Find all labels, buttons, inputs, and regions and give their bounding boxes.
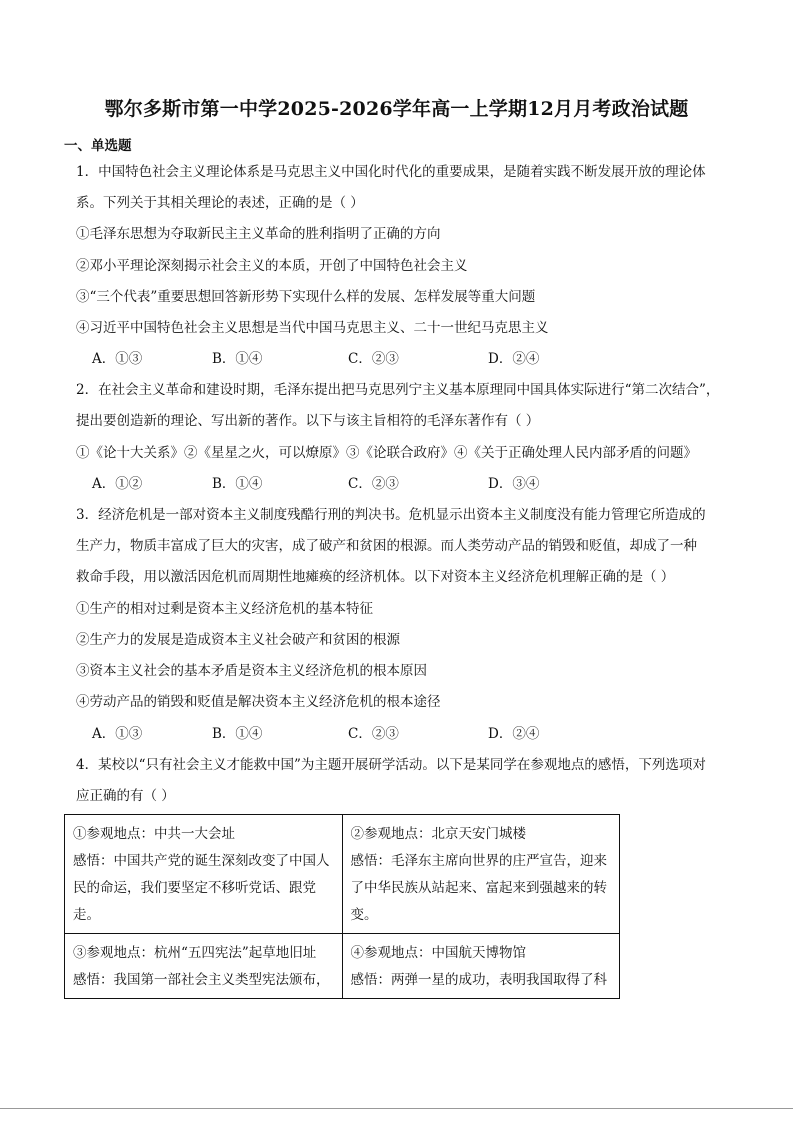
table-row xyxy=(65,815,620,934)
q2-option-a[interactable]: A．①② xyxy=(92,476,143,492)
cell-feeling: 感悟：毛泽东主席向世界的庄严宣告，迎来了中华民族从站起来、富起来到强越来的转变。 xyxy=(350,853,607,923)
q1-statement-3: ③“三个代表”重要思想回答新形势下实现什么样的发展、怎样发展等重大问题 xyxy=(76,289,536,305)
q1-options xyxy=(92,349,652,369)
table-row xyxy=(65,934,620,999)
table-cell-1 xyxy=(65,815,343,934)
q4-stem-line1: 4．某校以“只有社会主义才能救中国”为主题开展研学活动。以下是某同学在参观地点的感悟，下列选项对 xyxy=(76,757,706,773)
q1-statement-1: ①毛泽东思想为夺取新民主主义革命的胜利指明了正确的方向 xyxy=(76,226,441,242)
q2-option-d[interactable]: D．③④ xyxy=(488,476,540,492)
cell-place: ④参观地点：中国航天博物馆 xyxy=(350,945,526,961)
q2-options xyxy=(92,474,652,494)
q3-option-b[interactable]: B．①④ xyxy=(212,726,263,742)
q3-options xyxy=(92,724,652,744)
cell-place: ①参观地点：中共一大会址 xyxy=(73,826,235,842)
page-bottom-divider xyxy=(0,1108,793,1109)
table-cell-4 xyxy=(342,934,620,999)
cell-place: ②参观地点：北京天安门城楼 xyxy=(350,826,526,842)
cell-feeling: 感悟：我国第一部社会主义类型宪法颁布， xyxy=(73,972,330,988)
q1-statement-2: ②邓小平理论深刻揭示社会主义的本质，开创了中国特色社会主义 xyxy=(76,258,468,274)
q3-option-d[interactable]: D．②④ xyxy=(488,726,540,742)
q2-stem-line1: 2．在社会主义革命和建设时期，毛泽东提出把马克思列宁主义基本原理同中国具体实际进行“第二次结合”， xyxy=(76,382,720,398)
q1-option-b[interactable]: B．①④ xyxy=(212,351,263,367)
q3-option-c[interactable]: C．②③ xyxy=(348,726,399,742)
page-title: 鄂尔多斯市第一中学2025-2026学年高一上学期12月月考政治试题 xyxy=(104,98,689,120)
q1-stem-line1: 1．中国特色社会主义理论体系是马克思主义中国化时代化的重要成果，是随着实践不断发展开放的理论体 xyxy=(76,164,706,180)
q2-statements: ①《论十大关系》②《星星之火，可以燎原》③《论联合政府》④《关于正确处理人民内部矛盾的问题》 xyxy=(76,445,697,461)
q3-statement-1: ①生产的相对过剩是资本主义经济危机的基本特征 xyxy=(76,601,373,617)
q3-statement-2: ②生产力的发展是造成资本主义社会破产和贫困的根源 xyxy=(76,632,400,648)
q1-option-d[interactable]: D．②④ xyxy=(488,351,540,367)
q3-statement-3: ③资本主义社会的基本矛盾是资本主义经济危机的根本原因 xyxy=(76,663,427,679)
q3-stem-line3: 救命手段，用以激活因危机而周期性地瘫痪的经济机体。以下对资本主义经济危机理解正确的是（ ） xyxy=(76,569,675,585)
q3-statement-4: ④劳动产品的销毁和贬值是解决资本主义经济危机的根本途径 xyxy=(76,694,441,710)
q2-option-c[interactable]: C．②③ xyxy=(348,476,399,492)
q1-stem-line2: 系。下列关于其相关理论的表述，正确的是（ ） xyxy=(76,195,364,211)
q1-option-c[interactable]: C．②③ xyxy=(348,351,399,367)
q4-stem-line2: 应正确的有（ ） xyxy=(76,788,175,804)
q4-visit-table xyxy=(64,814,620,999)
q3-stem-line2: 生产力，物质丰富成了巨大的灾害，成了破产和贫困的根源。而人类劳动产品的销毁和贬值，却成了一种 xyxy=(76,538,697,554)
table-cell-2 xyxy=(342,815,620,934)
q3-option-a[interactable]: A．①③ xyxy=(92,726,143,742)
cell-feeling: 感悟：两弹一星的成功，表明我国取得了科 xyxy=(350,972,607,988)
cell-feeling: 感悟：中国共产党的诞生深刻改变了中国人民的命运，我们要坚定不移听党话、跟党走。 xyxy=(73,853,330,923)
section-heading: 一、单选题 xyxy=(64,138,132,154)
q1-statement-4: ④习近平中国特色社会主义思想是当代中国马克思主义、二十一世纪马克思主义 xyxy=(76,320,549,336)
q2-option-b[interactable]: B．①④ xyxy=(212,476,263,492)
table-cell-3 xyxy=(65,934,343,999)
q1-option-a[interactable]: A．①③ xyxy=(92,351,143,367)
q3-stem-line1: 3．经济危机是一部对资本主义制度残酷行刑的判决书。危机显示出资本主义制度没有能力管理它所造成的 xyxy=(76,507,706,523)
q2-stem-line2: 提出要创造新的理论、写出新的著作。以下与该主旨相符的毛泽东著作有（ ） xyxy=(76,413,540,429)
cell-place: ③参观地点：杭州“五四宪法”起草地旧址 xyxy=(73,945,317,961)
